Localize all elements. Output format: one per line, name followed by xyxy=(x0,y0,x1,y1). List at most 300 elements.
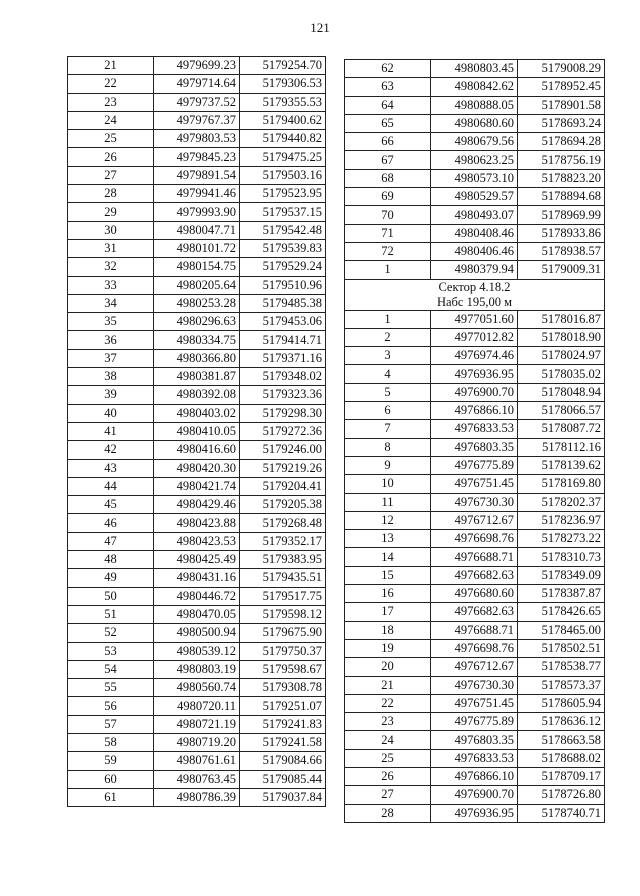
point-number: 49 xyxy=(68,569,154,587)
point-number: 1 xyxy=(345,310,431,328)
y-coordinate: 5178538.77 xyxy=(518,658,605,676)
x-coordinate: 4980803.45 xyxy=(431,60,518,78)
x-coordinate: 4980560.74 xyxy=(154,679,240,697)
y-coordinate: 5179348.02 xyxy=(240,368,326,386)
y-coordinate: 5179485.38 xyxy=(240,294,326,312)
y-coordinate: 5179268.48 xyxy=(240,514,326,532)
y-coordinate: 5178048.94 xyxy=(518,383,605,401)
table-row xyxy=(68,459,326,477)
y-coordinate: 5179517.75 xyxy=(240,587,326,605)
x-coordinate: 4976803.35 xyxy=(431,731,518,749)
point-number: 23 xyxy=(345,713,431,731)
table-row xyxy=(68,221,326,239)
x-coordinate: 4980420.30 xyxy=(154,459,240,477)
point-number: 58 xyxy=(68,733,154,751)
y-coordinate: 5179246.00 xyxy=(240,441,326,459)
y-coordinate: 5178894.68 xyxy=(518,188,605,206)
table-row xyxy=(345,383,605,401)
x-coordinate: 4980253.28 xyxy=(154,294,240,312)
point-number: 26 xyxy=(68,148,154,166)
table-row xyxy=(68,697,326,715)
point-number: 27 xyxy=(345,786,431,804)
point-number: 70 xyxy=(345,206,431,224)
y-coordinate: 5178952.45 xyxy=(518,78,605,96)
table-row xyxy=(345,188,605,206)
y-coordinate: 5178938.57 xyxy=(518,242,605,260)
x-coordinate: 4976751.45 xyxy=(431,694,518,712)
y-coordinate: 5179400.62 xyxy=(240,111,326,129)
y-coordinate: 5178387.87 xyxy=(518,585,605,603)
point-number: 6 xyxy=(345,402,431,420)
y-coordinate: 5178688.02 xyxy=(518,749,605,767)
y-coordinate: 5179009.31 xyxy=(518,261,605,279)
table-row xyxy=(68,349,326,367)
table-row xyxy=(68,386,326,404)
x-coordinate: 4976866.10 xyxy=(431,767,518,785)
y-coordinate: 5178018.90 xyxy=(518,328,605,346)
point-number: 67 xyxy=(345,151,431,169)
y-coordinate: 5179435.51 xyxy=(240,569,326,587)
point-number: 68 xyxy=(345,169,431,187)
x-coordinate: 4980761.61 xyxy=(154,752,240,770)
y-coordinate: 5179298.30 xyxy=(240,404,326,422)
y-coordinate: 5178139.62 xyxy=(518,456,605,474)
y-coordinate: 5178823.20 xyxy=(518,169,605,187)
x-coordinate: 4977051.60 xyxy=(431,310,518,328)
y-coordinate: 5178273.22 xyxy=(518,530,605,548)
table-row xyxy=(68,569,326,587)
x-coordinate: 4980406.46 xyxy=(431,242,518,260)
x-coordinate: 4977012.82 xyxy=(431,328,518,346)
point-number: 25 xyxy=(345,749,431,767)
x-coordinate: 4979891.54 xyxy=(154,166,240,184)
point-number: 8 xyxy=(345,438,431,456)
table-row xyxy=(345,96,605,114)
y-coordinate: 5179523.95 xyxy=(240,185,326,203)
table-row xyxy=(68,642,326,660)
x-coordinate: 4980423.88 xyxy=(154,514,240,532)
x-coordinate: 4980423.53 xyxy=(154,532,240,550)
y-coordinate: 5179750.37 xyxy=(240,642,326,660)
point-number: 28 xyxy=(68,185,154,203)
y-coordinate: 5179037.84 xyxy=(240,788,326,806)
table-row xyxy=(68,715,326,733)
table-row xyxy=(345,365,605,383)
y-coordinate: 5178740.71 xyxy=(518,804,605,822)
y-coordinate: 5178933.86 xyxy=(518,224,605,242)
x-coordinate: 4976698.76 xyxy=(431,530,518,548)
point-number: 9 xyxy=(345,456,431,474)
point-number: 26 xyxy=(345,767,431,785)
y-coordinate: 5178901.58 xyxy=(518,96,605,114)
table-row xyxy=(68,239,326,257)
y-coordinate: 5179529.24 xyxy=(240,258,326,276)
x-coordinate: 4980334.75 xyxy=(154,331,240,349)
table-row xyxy=(345,493,605,511)
y-coordinate: 5178756.19 xyxy=(518,151,605,169)
x-coordinate: 4976900.70 xyxy=(431,383,518,401)
table-row xyxy=(68,788,326,806)
y-coordinate: 5178663.58 xyxy=(518,731,605,749)
table-row xyxy=(68,185,326,203)
x-coordinate: 4980573.10 xyxy=(431,169,518,187)
x-coordinate: 4976712.67 xyxy=(431,511,518,529)
point-number: 44 xyxy=(68,477,154,495)
y-coordinate: 5178035.02 xyxy=(518,365,605,383)
sector-header-row xyxy=(345,279,605,310)
y-coordinate: 5179537.15 xyxy=(240,203,326,221)
table-row xyxy=(345,603,605,621)
x-coordinate: 4980679.56 xyxy=(431,133,518,151)
point-number: 13 xyxy=(345,530,431,548)
table-row xyxy=(68,258,326,276)
x-coordinate: 4980421.74 xyxy=(154,477,240,495)
y-coordinate: 5179440.82 xyxy=(240,130,326,148)
y-coordinate: 5179085.44 xyxy=(240,770,326,788)
x-coordinate: 4979714.64 xyxy=(154,75,240,93)
point-number: 66 xyxy=(345,133,431,151)
x-coordinate: 4976680.60 xyxy=(431,585,518,603)
x-coordinate: 4976730.30 xyxy=(431,676,518,694)
x-coordinate: 4980425.49 xyxy=(154,551,240,569)
right-coordinates-table xyxy=(344,59,605,823)
table-row xyxy=(345,658,605,676)
x-coordinate: 4979845.23 xyxy=(154,148,240,166)
x-coordinate: 4980296.63 xyxy=(154,313,240,331)
point-number: 31 xyxy=(68,239,154,257)
x-coordinate: 4980392.08 xyxy=(154,386,240,404)
x-coordinate: 4976775.89 xyxy=(431,713,518,731)
table-row xyxy=(345,566,605,584)
point-number: 17 xyxy=(345,603,431,621)
x-coordinate: 4976682.63 xyxy=(431,603,518,621)
y-coordinate: 5179254.70 xyxy=(240,57,326,75)
table-row xyxy=(68,624,326,642)
y-coordinate: 5179383.95 xyxy=(240,551,326,569)
point-number: 72 xyxy=(345,242,431,260)
y-coordinate: 5179084.66 xyxy=(240,752,326,770)
x-coordinate: 4979737.52 xyxy=(154,93,240,111)
y-coordinate: 5179219.26 xyxy=(240,459,326,477)
y-coordinate: 5178087.72 xyxy=(518,420,605,438)
y-coordinate: 5178066.57 xyxy=(518,402,605,420)
point-number: 14 xyxy=(345,548,431,566)
table-row xyxy=(345,713,605,731)
x-coordinate: 4976974.46 xyxy=(431,347,518,365)
sector-title: Сектор 4.18.2 xyxy=(438,279,511,294)
table-row xyxy=(345,767,605,785)
table-row xyxy=(345,511,605,529)
point-number: 15 xyxy=(345,566,431,584)
point-number: 30 xyxy=(68,221,154,239)
point-number: 71 xyxy=(345,224,431,242)
table-row xyxy=(345,151,605,169)
x-coordinate: 4980493.07 xyxy=(431,206,518,224)
point-number: 39 xyxy=(68,386,154,404)
x-coordinate: 4976833.53 xyxy=(431,420,518,438)
table-row xyxy=(345,749,605,767)
table-row xyxy=(345,694,605,712)
table-row xyxy=(68,733,326,751)
table-row xyxy=(68,57,326,75)
point-number: 46 xyxy=(68,514,154,532)
point-number: 18 xyxy=(345,621,431,639)
table-row xyxy=(345,676,605,694)
y-coordinate: 5178349.09 xyxy=(518,566,605,584)
y-coordinate: 5179539.83 xyxy=(240,239,326,257)
y-coordinate: 5179308.78 xyxy=(240,679,326,697)
point-number: 27 xyxy=(68,166,154,184)
table-row xyxy=(345,786,605,804)
x-coordinate: 4980888.05 xyxy=(431,96,518,114)
x-coordinate: 4980763.45 xyxy=(154,770,240,788)
point-number: 37 xyxy=(68,349,154,367)
table-row xyxy=(68,770,326,788)
x-coordinate: 4976936.95 xyxy=(431,804,518,822)
x-coordinate: 4980416.60 xyxy=(154,441,240,459)
y-coordinate: 5179675.90 xyxy=(240,624,326,642)
point-number: 34 xyxy=(68,294,154,312)
point-number: 52 xyxy=(68,624,154,642)
table-row xyxy=(68,166,326,184)
point-number: 22 xyxy=(68,75,154,93)
x-coordinate: 4980680.60 xyxy=(431,114,518,132)
sector-header xyxy=(345,279,605,310)
point-number: 21 xyxy=(68,57,154,75)
table-row xyxy=(345,133,605,151)
y-coordinate: 5179453.06 xyxy=(240,313,326,331)
point-number: 24 xyxy=(345,731,431,749)
x-coordinate: 4976712.67 xyxy=(431,658,518,676)
x-coordinate: 4980408.46 xyxy=(431,224,518,242)
left-coordinates-table xyxy=(67,56,326,807)
table-row xyxy=(345,585,605,603)
y-coordinate: 5179475.25 xyxy=(240,148,326,166)
table-row xyxy=(68,368,326,386)
x-coordinate: 4976866.10 xyxy=(431,402,518,420)
point-number: 61 xyxy=(68,788,154,806)
table-row xyxy=(68,605,326,623)
page-number: 121 xyxy=(310,20,330,35)
x-coordinate: 4980786.39 xyxy=(154,788,240,806)
point-number: 20 xyxy=(345,658,431,676)
x-coordinate: 4980719.20 xyxy=(154,733,240,751)
table-row xyxy=(68,477,326,495)
table-row xyxy=(68,404,326,422)
table-row xyxy=(68,75,326,93)
point-number: 53 xyxy=(68,642,154,660)
table-row xyxy=(68,276,326,294)
x-coordinate: 4979767.37 xyxy=(154,111,240,129)
point-number: 48 xyxy=(68,551,154,569)
point-number: 1 xyxy=(345,261,431,279)
y-coordinate: 5179352.17 xyxy=(240,532,326,550)
y-coordinate: 5178310.73 xyxy=(518,548,605,566)
y-coordinate: 5178969.99 xyxy=(518,206,605,224)
x-coordinate: 4980205.64 xyxy=(154,276,240,294)
point-number: 33 xyxy=(68,276,154,294)
table-row xyxy=(345,114,605,132)
table-row xyxy=(345,804,605,822)
table-row xyxy=(345,206,605,224)
table-row xyxy=(345,242,605,260)
table-row xyxy=(68,130,326,148)
x-coordinate: 4980539.12 xyxy=(154,642,240,660)
table-row xyxy=(345,639,605,657)
y-coordinate: 5179598.67 xyxy=(240,660,326,678)
x-coordinate: 4980154.75 xyxy=(154,258,240,276)
table-row xyxy=(68,752,326,770)
x-coordinate: 4980431.16 xyxy=(154,569,240,587)
x-coordinate: 4980623.25 xyxy=(431,151,518,169)
x-coordinate: 4980721.19 xyxy=(154,715,240,733)
x-coordinate: 4980529.57 xyxy=(431,188,518,206)
y-coordinate: 5179204.41 xyxy=(240,477,326,495)
x-coordinate: 4980720.11 xyxy=(154,697,240,715)
x-coordinate: 4976682.63 xyxy=(431,566,518,584)
point-number: 3 xyxy=(345,347,431,365)
y-coordinate: 5179251.07 xyxy=(240,697,326,715)
point-number: 65 xyxy=(345,114,431,132)
x-coordinate: 4976751.45 xyxy=(431,475,518,493)
table-row xyxy=(345,347,605,365)
table-row xyxy=(345,731,605,749)
point-number: 42 xyxy=(68,441,154,459)
point-number: 4 xyxy=(345,365,431,383)
table-row xyxy=(68,496,326,514)
y-coordinate: 5179503.16 xyxy=(240,166,326,184)
point-number: 45 xyxy=(68,496,154,514)
x-coordinate: 4980842.62 xyxy=(431,78,518,96)
x-coordinate: 4976833.53 xyxy=(431,749,518,767)
point-number: 28 xyxy=(345,804,431,822)
x-coordinate: 4980500.94 xyxy=(154,624,240,642)
point-number: 22 xyxy=(345,694,431,712)
point-number: 69 xyxy=(345,188,431,206)
y-coordinate: 5179241.83 xyxy=(240,715,326,733)
y-coordinate: 5178694.28 xyxy=(518,133,605,151)
point-number: 29 xyxy=(68,203,154,221)
table-row xyxy=(68,331,326,349)
y-coordinate: 5178573.37 xyxy=(518,676,605,694)
x-coordinate: 4980410.05 xyxy=(154,422,240,440)
x-coordinate: 4976688.71 xyxy=(431,548,518,566)
y-coordinate: 5179272.36 xyxy=(240,422,326,440)
table-row xyxy=(68,441,326,459)
point-number: 62 xyxy=(345,60,431,78)
y-coordinate: 5179241.58 xyxy=(240,733,326,751)
x-coordinate: 4980470.05 xyxy=(154,605,240,623)
y-coordinate: 5179414.71 xyxy=(240,331,326,349)
point-number: 11 xyxy=(345,493,431,511)
y-coordinate: 5178726.80 xyxy=(518,786,605,804)
x-coordinate: 4976688.71 xyxy=(431,621,518,639)
point-number: 38 xyxy=(68,368,154,386)
point-number: 2 xyxy=(345,328,431,346)
y-coordinate: 5178112.16 xyxy=(518,438,605,456)
point-number: 57 xyxy=(68,715,154,733)
point-number: 16 xyxy=(345,585,431,603)
table-row xyxy=(345,328,605,346)
sector-height: Набс 195,00 м xyxy=(436,294,513,309)
x-coordinate: 4980381.87 xyxy=(154,368,240,386)
point-number: 5 xyxy=(345,383,431,401)
y-coordinate: 5179008.29 xyxy=(518,60,605,78)
table-row xyxy=(68,532,326,550)
table-row xyxy=(345,438,605,456)
table-row xyxy=(345,169,605,187)
x-coordinate: 4976803.35 xyxy=(431,438,518,456)
y-coordinate: 5178709.17 xyxy=(518,767,605,785)
table-row xyxy=(345,621,605,639)
table-row xyxy=(345,548,605,566)
table-row xyxy=(68,551,326,569)
point-number: 47 xyxy=(68,532,154,550)
table-row xyxy=(68,93,326,111)
table-row xyxy=(68,313,326,331)
y-coordinate: 5178024.97 xyxy=(518,347,605,365)
point-number: 55 xyxy=(68,679,154,697)
table-row xyxy=(345,224,605,242)
table-row xyxy=(68,203,326,221)
y-coordinate: 5179205.38 xyxy=(240,496,326,514)
point-number: 23 xyxy=(68,93,154,111)
point-number: 54 xyxy=(68,660,154,678)
y-coordinate: 5178016.87 xyxy=(518,310,605,328)
table-row xyxy=(68,111,326,129)
table-row xyxy=(68,587,326,605)
point-number: 36 xyxy=(68,331,154,349)
x-coordinate: 4976698.76 xyxy=(431,639,518,657)
x-coordinate: 4979699.23 xyxy=(154,57,240,75)
x-coordinate: 4976775.89 xyxy=(431,456,518,474)
x-coordinate: 4980047.71 xyxy=(154,221,240,239)
y-coordinate: 5178636.12 xyxy=(518,713,605,731)
y-coordinate: 5178605.94 xyxy=(518,694,605,712)
point-number: 35 xyxy=(68,313,154,331)
x-coordinate: 4980429.46 xyxy=(154,496,240,514)
point-number: 24 xyxy=(68,111,154,129)
x-coordinate: 4976936.95 xyxy=(431,365,518,383)
point-number: 64 xyxy=(345,96,431,114)
point-number: 21 xyxy=(345,676,431,694)
y-coordinate: 5178202.37 xyxy=(518,493,605,511)
table-row xyxy=(68,294,326,312)
point-number: 56 xyxy=(68,697,154,715)
point-number: 41 xyxy=(68,422,154,440)
x-coordinate: 4976900.70 xyxy=(431,786,518,804)
table-row xyxy=(345,60,605,78)
point-number: 10 xyxy=(345,475,431,493)
table-row xyxy=(345,310,605,328)
point-number: 60 xyxy=(68,770,154,788)
point-number: 40 xyxy=(68,404,154,422)
y-coordinate: 5179598.12 xyxy=(240,605,326,623)
y-coordinate: 5179355.53 xyxy=(240,93,326,111)
x-coordinate: 4980101.72 xyxy=(154,239,240,257)
table-row xyxy=(68,660,326,678)
x-coordinate: 4976730.30 xyxy=(431,493,518,511)
x-coordinate: 4980403.02 xyxy=(154,404,240,422)
table-row xyxy=(345,420,605,438)
y-coordinate: 5178693.24 xyxy=(518,114,605,132)
y-coordinate: 5178426.65 xyxy=(518,603,605,621)
y-coordinate: 5179510.96 xyxy=(240,276,326,294)
point-number: 19 xyxy=(345,639,431,657)
table-row xyxy=(345,475,605,493)
y-coordinate: 5178236.97 xyxy=(518,511,605,529)
table-row xyxy=(345,261,605,279)
